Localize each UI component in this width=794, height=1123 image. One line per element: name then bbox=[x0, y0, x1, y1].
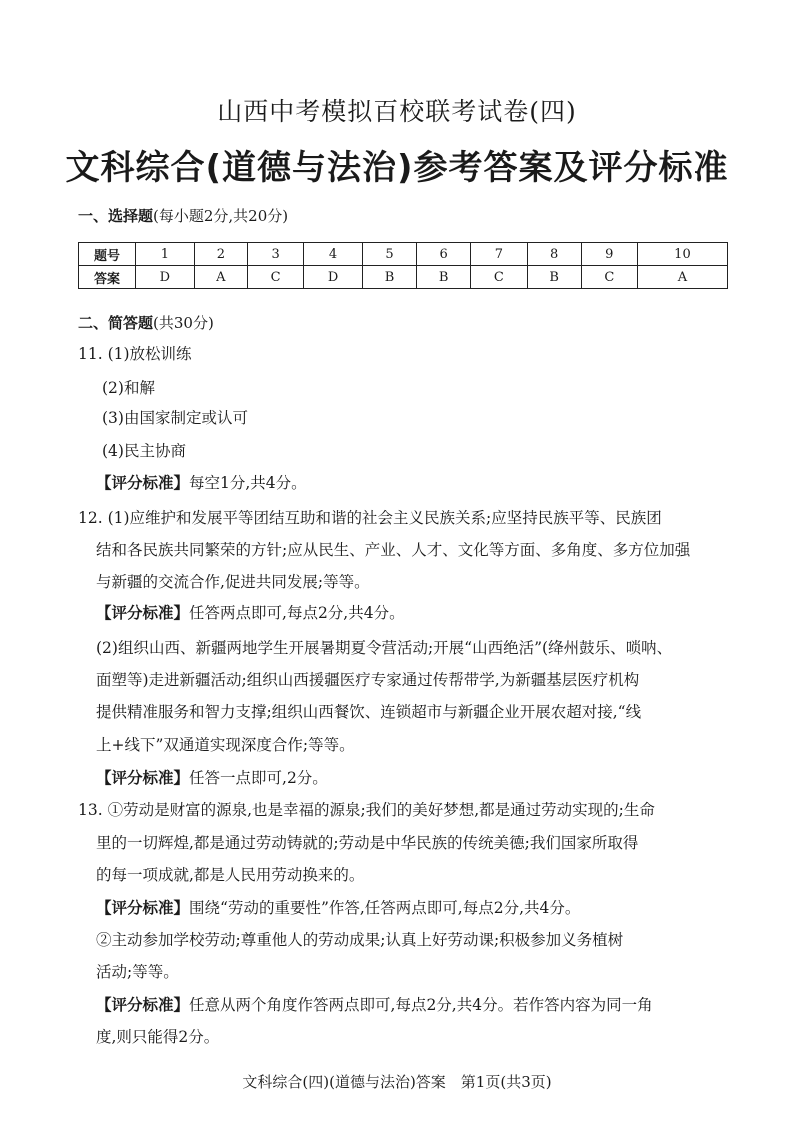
table-cell: D bbox=[304, 266, 363, 289]
q12-line: 与新疆的交流合作,促进共同发展;等等。 bbox=[96, 573, 370, 591]
table-cell: C bbox=[248, 266, 304, 289]
rubric-text: 任答一点即可,2分。 bbox=[189, 769, 328, 787]
q11-line: 11. (1)放松训练 bbox=[78, 345, 192, 363]
section-1-label: 一、选择题 bbox=[78, 207, 154, 225]
table-row-numbers bbox=[79, 243, 728, 266]
q13-line: 的每一项成就,都是人民用劳动换来的。 bbox=[96, 866, 365, 884]
rubric-text: 围绕“劳动的重要性”作答,任答两点即可,每点2分,共4分。 bbox=[189, 899, 581, 917]
q11-line: (2)和解 bbox=[102, 379, 155, 397]
rubric-text: 任答两点即可,每点2分,共4分。 bbox=[189, 604, 405, 622]
page-title: 文科综合(道德与法治)参考答案及评分标准 bbox=[65, 148, 729, 188]
table-cell: 2 bbox=[194, 243, 247, 266]
q12-line: 结和各民族共同繁荣的方针;应从民生、产业、人才、文化等方面、多角度、多方位加强 bbox=[96, 541, 691, 559]
table-cell: B bbox=[417, 266, 471, 289]
q12-rubric-1 bbox=[96, 601, 746, 623]
q13-line: ②主动参加学校劳动;尊重他人的劳动成果;认真上好劳动课;积极参加义务植树 bbox=[96, 931, 624, 949]
answer-table bbox=[78, 242, 728, 289]
q12-line: (2)组织山西、新疆两地学生开展暑期夏令营活动;开展“山西绝活”(绛州鼓乐、唢呐、 bbox=[96, 639, 673, 657]
rubric-text: 任意从两个角度作答两点即可,每点2分,共4分。若作答内容为同一角 bbox=[189, 996, 653, 1014]
q11-rubric bbox=[96, 471, 746, 493]
table-cell: 10 bbox=[637, 243, 727, 266]
q13-rubric-1 bbox=[96, 896, 746, 918]
q11-line: (4)民主协商 bbox=[102, 442, 186, 460]
rubric-tag: 【评分标准】 bbox=[96, 474, 190, 492]
rubric-text: 每空1分,共4分。 bbox=[189, 474, 307, 492]
table-cell: 1 bbox=[136, 243, 195, 266]
table-row-answers bbox=[79, 266, 728, 289]
q12-rubric-2 bbox=[96, 766, 746, 788]
table-cell: B bbox=[362, 266, 416, 289]
rubric-tag: 【评分标准】 bbox=[96, 899, 190, 917]
rubric-tag: 【评分标准】 bbox=[96, 769, 190, 787]
q11-line: (3)由国家制定或认可 bbox=[102, 409, 248, 427]
section-2-note: (共30分) bbox=[153, 314, 214, 332]
table-cell: 8 bbox=[527, 243, 581, 266]
table-cell: A bbox=[194, 266, 247, 289]
table-cell: C bbox=[581, 266, 637, 289]
table-cell: 3 bbox=[248, 243, 304, 266]
section-2-heading bbox=[78, 312, 214, 333]
row-label-number: 题号 bbox=[79, 243, 136, 266]
table-cell: 4 bbox=[304, 243, 363, 266]
table-cell: C bbox=[471, 266, 527, 289]
table-cell: 9 bbox=[581, 243, 637, 266]
table-cell: A bbox=[637, 266, 727, 289]
q12-line: 上+线下”双通道实现深度合作;等等。 bbox=[96, 736, 355, 754]
section-1-heading bbox=[78, 205, 288, 226]
q13-line: 度,则只能得2分。 bbox=[96, 1028, 220, 1046]
q13-rubric-2 bbox=[96, 993, 746, 1015]
q12-line: 提供精准服务和智力支撑;组织山西餐饮、连锁超市与新疆企业开展农超对接,“线 bbox=[96, 703, 642, 721]
table-cell: B bbox=[527, 266, 581, 289]
rubric-tag: 【评分标准】 bbox=[96, 996, 190, 1014]
table-cell: D bbox=[136, 266, 195, 289]
table-cell: 7 bbox=[471, 243, 527, 266]
table-cell: 6 bbox=[417, 243, 471, 266]
table-cell: 5 bbox=[362, 243, 416, 266]
q12-line: 12. (1)应维护和发展平等团结互助和谐的社会主义民族关系;应坚持民族平等、民族团 bbox=[78, 509, 662, 527]
row-label-answer: 答案 bbox=[79, 266, 136, 289]
q13-line: 里的一切辉煌,都是通过劳动铸就的;劳动是中华民族的传统美德;我们国家所取得 bbox=[96, 834, 639, 852]
section-1-note: (每小题2分,共20分) bbox=[153, 207, 289, 225]
q12-line: 面塑等)走进新疆活动;组织山西援疆医疗专家通过传帮带学,为新疆基层医疗机构 bbox=[96, 671, 640, 689]
exam-subtitle: 山西中考模拟百校联考试卷(四) bbox=[217, 97, 577, 126]
section-2-label: 二、简答题 bbox=[78, 314, 154, 332]
q13-line: 13. ①劳动是财富的源泉,也是幸福的源泉;我们的美好梦想,都是通过劳动实现的;生命 bbox=[78, 801, 655, 819]
page-footer: 文科综合(四)(道德与法治)答案 第1页(共3页) bbox=[242, 1073, 552, 1091]
rubric-tag: 【评分标准】 bbox=[96, 604, 190, 622]
q13-line: 活动;等等。 bbox=[96, 963, 179, 981]
